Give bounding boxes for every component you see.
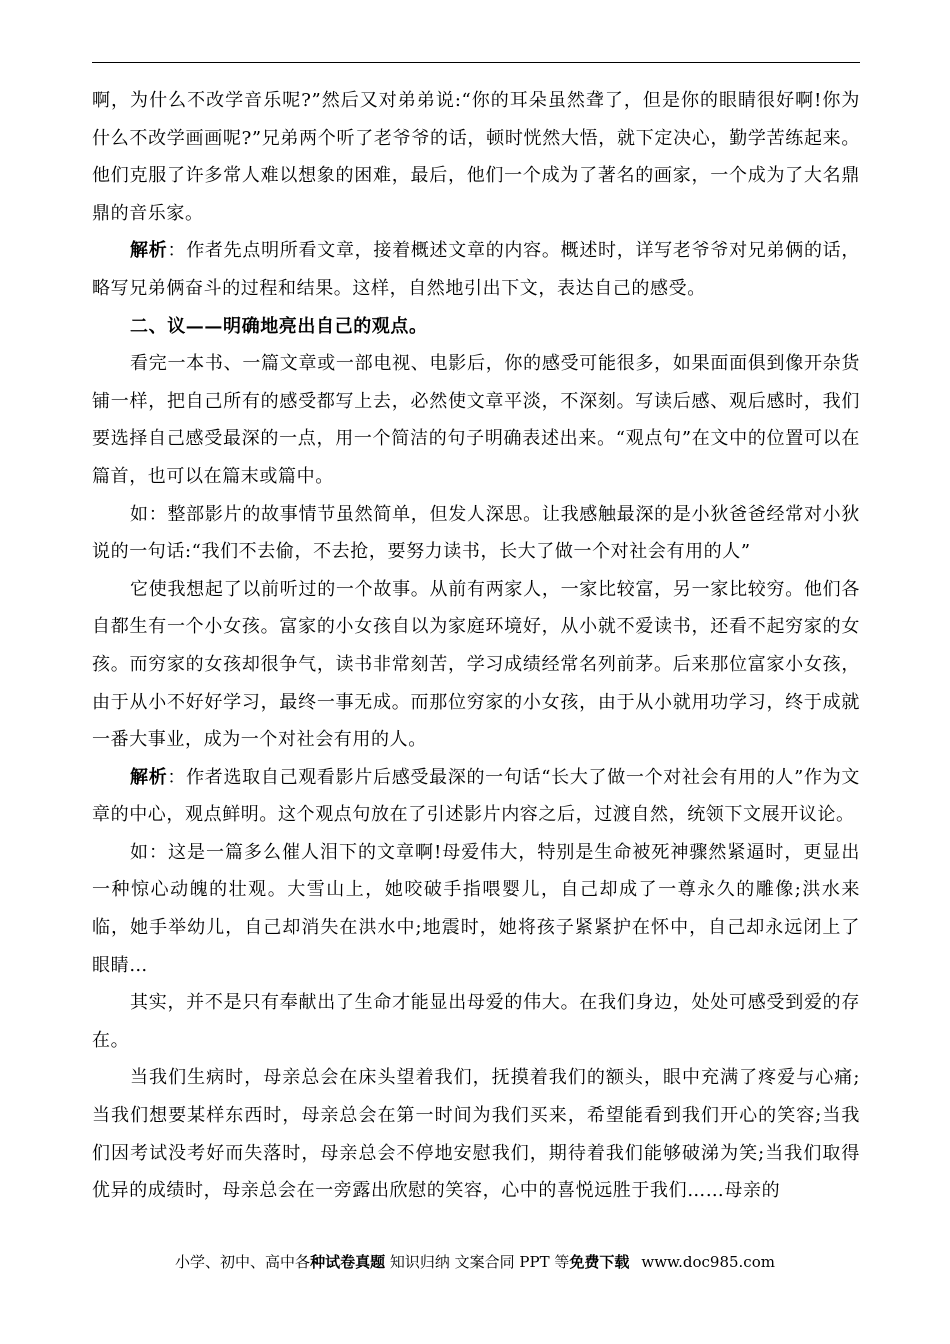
footer-banner [0, 1252, 950, 1272]
analysis-colon: ： [167, 766, 187, 788]
analysis-text: 作者选取自己观看影片后感受最深的一句话“长大了做一个对社会有用的人”作为文章的中心，观点鲜明。这个观点句放在了引述影片内容之后，过渡自然，统领下文展开议论。 [92, 766, 860, 826]
analysis-text: 作者先点明所看文章，接着概述文章的内容。概述时，详写老爷爷对兄弟俩的话，略写兄弟俩奋斗的过程和结果。这样，自然地引出下文，表达自己的感受。 [92, 240, 861, 299]
paragraph-example-2: 如：这是一篇多么催人泪下的文章啊!母爱伟大，特别是生命被死神骤然紧逼时，更显出一种惊心动魄的壮观。大雪山上，她咬破手指喂婴儿，自己却成了一尊永久的雕像;洪水来临，她手举幼儿，自己却消失在洪水中;地震时，她将孩子紧紧护在怀中，自己却永远闭上了眼睛… [92, 841, 860, 976]
footer-text-1: 小学、初中、高中各 [175, 1253, 311, 1271]
paragraph-story-ending: 啊，为什么不改学音乐呢?”然后又对弟弟说:“你的耳朵虽然聋了，但是你的眼睛很好啊!你为什么不改学画画呢?”兄弟两个听了老爷爷的话，顿时恍然大悟，就下定决心，勤学苦练起来。他们克服了许多常人难以想象的困难，最后，他们一个成为了著名的画家，一个成为了大名鼎鼎的音乐家。 [92, 90, 860, 224]
paragraph-viewpoint-intro: 看完一本书、一篇文章或一部电视、电影后，你的感受可能很多，如果面面俱到像开杂货铺一样，把自己所有的感受都写上去，必然使文章平淡，不深刻。写读后感、观后感时，我们要选择自己感受最深的一点，用一个简洁的句子明确表述出来。“观点句”在文中的位置可以在篇首，也可以在篇末或篇中。 [92, 353, 860, 487]
footer-url-link[interactable]: www.doc985.com [641, 1253, 775, 1271]
paragraph-mother-care: 当我们生病时，母亲总会在床头望着我们，抚摸着我们的额头，眼中充满了疼爱与心痛;当我们想要某样东西时，母亲总会在第一时间为我们买来，希望能看到我们开心的笑容;当我们因考试没考好而失落时，母亲总会不停地安慰我们，期待着我们能够破涕为笑;当我们取得优异的成绩时，母亲总会在一旁露出欣慰的笑容，心中的喜悦远胜于我们……母亲的 [92, 1067, 860, 1202]
footer-text-2: 种试卷真题 [310, 1253, 386, 1271]
analysis-label: 解析 [130, 766, 168, 788]
paragraph-story-two-families: 它使我想起了以前听过的一个故事。从前有两家人，一家比较富，另一家比较穷。他们各自都生有一个小女孩。富家的小女孩自以为家庭环境好，从小就不爱读书，还看不起穷家的女孩。而穷家的女孩却很争气，读书非常刻苦，学习成绩经常名列前茅。后来那位富家小女孩，由于从小不好好学习，最终一事无成。而那位穷家的小女孩，由于从小就用功学习，终于成就一番大事业，成为一个对社会有用的人。 [92, 578, 860, 751]
paragraph-example-1: 如：整部影片的故事情节虽然简单，但发人深思。让我感触最深的是小狄爸爸经常对小狄说的一句话:“我们不去偷，不去抢，要努力读书，长大了做一个对社会有用的人” [92, 503, 860, 563]
paragraph-analysis-1 [92, 232, 860, 307]
footer-text-3: 知识归纳 文案合同 PPT 等 [385, 1253, 570, 1271]
analysis-colon: ： [167, 240, 187, 262]
document-body [92, 82, 860, 1210]
paragraph-analysis-2 [92, 759, 860, 834]
analysis-label: 解析 [130, 240, 168, 262]
footer-text-4: 免费下载 [569, 1253, 630, 1271]
paragraph-mother-love: 其实，并不是只有奉献出了生命才能显出母爱的伟大。在我们身边，处处可感受到爱的存在。 [92, 992, 860, 1051]
section-heading: 二、议——明确地亮出自己的观点。 [130, 315, 428, 337]
header-rule [92, 62, 860, 63]
